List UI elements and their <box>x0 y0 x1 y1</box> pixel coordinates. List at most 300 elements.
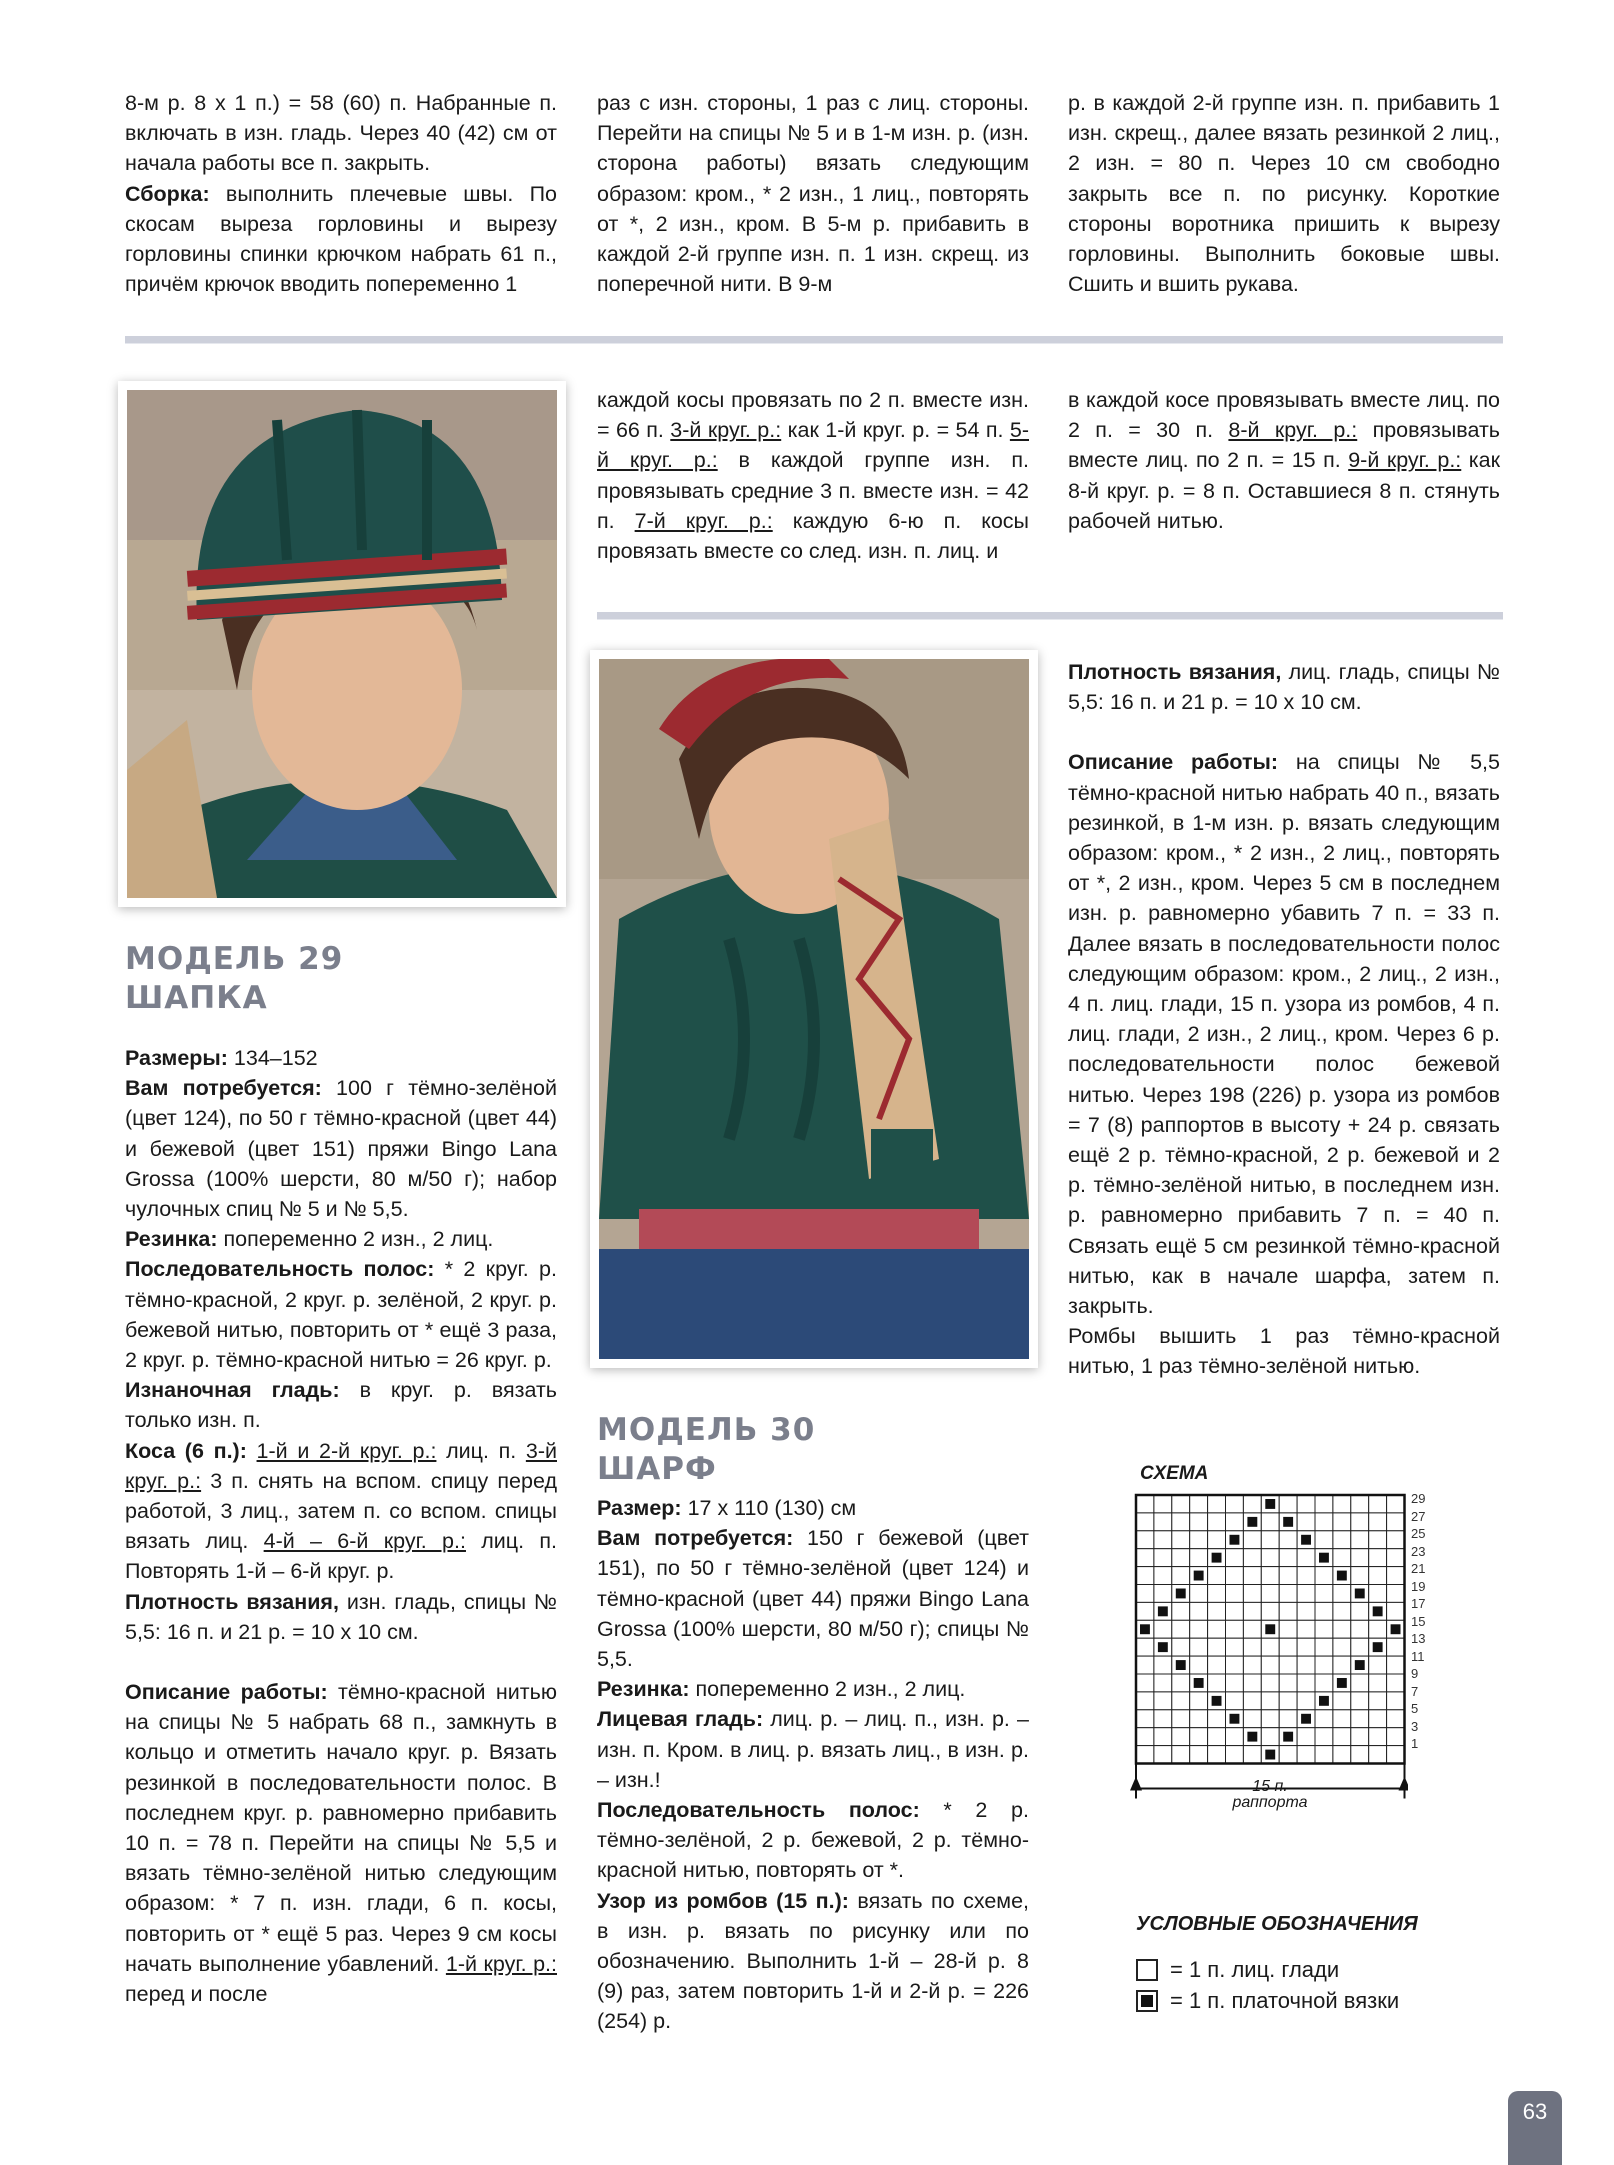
scheme-cell <box>1315 1674 1333 1692</box>
top-col-1 <box>125 88 557 299</box>
scheme-cell <box>1208 1567 1226 1585</box>
scheme-stitch-mark <box>1158 1642 1168 1652</box>
row-ref: 3-й круг. р.: <box>125 1438 557 1493</box>
scheme-stitch-mark <box>1247 1517 1257 1527</box>
paragraph <box>125 1043 557 1073</box>
scheme-row-number: 23 <box>1411 1543 1426 1559</box>
scheme-cell <box>1154 1656 1172 1674</box>
scheme-cell <box>1172 1549 1190 1567</box>
scheme-cell <box>1351 1638 1369 1656</box>
bold-term: Последовательность полос: <box>597 1798 920 1823</box>
top-col-3-text: р. в каждой 2-й группе изн. п. прибавить 1 изн. скрещ., далее вязать резинкой 2 лиц., 2 изн. = 80 п. Через 10 см свободно закрыть все п. по рисунку. Короткие стороны воротника пришить к вырезу горловины. Выполнить боковые швы. Сшить и вшить рукава. <box>1068 91 1500 297</box>
scheme-cell <box>1369 1728 1387 1746</box>
scheme-cell <box>1190 1602 1208 1620</box>
scheme-cell <box>1333 1692 1351 1710</box>
scheme-cell <box>1172 1674 1190 1692</box>
scheme-cell <box>1243 1602 1261 1620</box>
text-segment: перед и после <box>125 1982 268 2007</box>
scheme-cell <box>1154 1674 1172 1692</box>
scheme-cell <box>1226 1728 1244 1746</box>
scheme-cell <box>1172 1710 1190 1728</box>
scheme-cell <box>1351 1710 1369 1728</box>
text-segment: в каждой группе изн. п. провязывать средние 3 п. вместе изн. = 42 п. <box>597 448 1029 533</box>
scheme-cell <box>1243 1710 1261 1728</box>
scheme-cell <box>1261 1531 1279 1549</box>
scheme-cell <box>1136 1495 1154 1513</box>
text-segment: * 2 круг. р. тёмно-красной, 2 круг. р. зелёной, 2 круг. р. бежевой нитью, повторить от * ещё 3 раза, 2 круг. р. тёмно-красной нитью = 26 круг. р. <box>125 1257 557 1373</box>
scheme-cell <box>1333 1549 1351 1567</box>
scheme-cell <box>1261 1692 1279 1710</box>
mid-col-3 <box>1068 385 1500 536</box>
scheme-stitch-mark <box>1194 1678 1204 1688</box>
scheme-cell <box>1297 1602 1315 1620</box>
scheme-cell <box>1226 1692 1244 1710</box>
scheme-row-number: 9 <box>1411 1666 1419 1681</box>
text-segment: лиц. п. <box>436 1438 526 1463</box>
scheme-cell <box>1154 1549 1172 1567</box>
scheme-cell <box>1172 1620 1190 1638</box>
paragraph <box>1068 1321 1500 1381</box>
bold-term: Лицевая гладь: <box>597 1707 764 1732</box>
scheme-cell <box>1279 1692 1297 1710</box>
scheme-cell <box>1297 1728 1315 1746</box>
legend-item-knit-label: = 1 п. лиц. глади <box>1170 1957 1340 1982</box>
text-segment: вязать по схеме, в изн. р. вязать по рисунку или по обозначению. Выполнить 1-й – 28-й р. 8 (9) раз, затем повторить 1-й и 2-й р. = 226 (254) р. <box>597 1888 1029 2034</box>
scheme-cell <box>1387 1638 1405 1656</box>
scheme-stitch-mark <box>1158 1606 1168 1616</box>
scheme-cell <box>1279 1585 1297 1603</box>
model29-text <box>125 1043 557 2009</box>
scheme-cell <box>1351 1549 1369 1567</box>
scheme-cell <box>1261 1638 1279 1656</box>
scheme-cell <box>1208 1638 1226 1656</box>
scheme-cell <box>1351 1531 1369 1549</box>
scheme-cell <box>1136 1602 1154 1620</box>
paragraph <box>125 1224 557 1254</box>
scheme-cell <box>1261 1602 1279 1620</box>
text-segment: в круг. р. вязать только изн. п. <box>125 1378 558 1433</box>
photo-hat-image <box>127 390 557 898</box>
paragraph <box>597 1493 1029 1523</box>
scheme-title: СХЕМА <box>1140 1463 1209 1484</box>
photo-hat <box>118 381 566 907</box>
scheme-cell <box>1261 1585 1279 1603</box>
scheme-row-number: 19 <box>1411 1578 1426 1594</box>
scheme-cell <box>1279 1567 1297 1585</box>
scheme-cell <box>1226 1567 1244 1585</box>
scheme-cell <box>1351 1620 1369 1638</box>
scheme-cell <box>1315 1656 1333 1674</box>
scheme-cell <box>1190 1692 1208 1710</box>
scheme-cell <box>1136 1567 1154 1585</box>
paragraph <box>125 1073 557 1224</box>
scheme-stitch-mark <box>1373 1606 1383 1616</box>
scheme-cell <box>1333 1656 1351 1674</box>
scheme-cell <box>1208 1746 1226 1764</box>
text-segment: как 8-й круг. р. = 8 п. Оставшиеся 8 п. стянуть рабочей нитью. <box>1068 448 1500 533</box>
scheme-cell <box>1208 1620 1226 1638</box>
scheme-cell <box>1226 1585 1244 1603</box>
scheme-cell <box>1297 1674 1315 1692</box>
text-segment: как 1-й круг. р. = 54 п. <box>781 418 1010 443</box>
text-segment: 8-м р. 8 х 1 п.) = 58 (60) п. Набранные п. включать в изн. гладь. Через 40 (42) см от начала работы все п. закрыть. <box>125 91 557 176</box>
scheme-cell <box>1297 1656 1315 1674</box>
bold-term: Узор из ромбов (15 п.): <box>597 1888 849 1913</box>
bold-term: Вам потребуется: <box>597 1526 794 1551</box>
scheme-cell <box>1369 1531 1387 1549</box>
scheme-cell <box>1243 1620 1261 1638</box>
legend-filled-square-icon <box>1136 1990 1158 2012</box>
scheme-cell <box>1279 1710 1297 1728</box>
scheme-cell <box>1279 1602 1297 1620</box>
text-segment: 17 х 110 (130) см <box>681 1496 857 1520</box>
photo-scarf <box>590 650 1038 1368</box>
scheme-row-number: 29 <box>1411 1491 1426 1506</box>
scheme-stitch-mark <box>1194 1571 1204 1581</box>
scheme-cell <box>1315 1710 1333 1728</box>
scheme-cell <box>1261 1728 1279 1746</box>
scheme-cell <box>1190 1585 1208 1603</box>
scheme-cell <box>1315 1513 1333 1531</box>
scheme-cell <box>1154 1495 1172 1513</box>
scheme-cell <box>1154 1692 1172 1710</box>
text-segment: Ромбы вышить 1 раз тёмно-красной нитью, 1 раз тёмно-зелёной нитью. <box>1068 1324 1500 1379</box>
text-segment: каждую 6-ю п. косы провязать вместе со след. изн. п. лиц. и <box>597 508 1030 564</box>
text-segment: провязывать вместе лиц. по 2 п. = 15 п. <box>1068 418 1500 473</box>
scheme-cell <box>1297 1638 1315 1656</box>
scheme-cell <box>1387 1585 1405 1603</box>
scheme-cell <box>1333 1710 1351 1728</box>
scheme-cell <box>1351 1692 1369 1710</box>
legend-item-garter <box>1136 1988 1399 2014</box>
scheme-cell <box>1369 1674 1387 1692</box>
text-segment: 134–152 <box>227 1046 318 1070</box>
scheme-stitch-mark <box>1176 1660 1186 1670</box>
row-ref: 4-й – 6-й круг. р.: <box>263 1529 466 1554</box>
scheme-cell <box>1387 1602 1405 1620</box>
scheme-stitch-mark <box>1265 1750 1275 1760</box>
bold-term: Коса (6 п.): <box>125 1438 247 1463</box>
scheme-repeat-label-2: раппорта <box>1232 1794 1308 1811</box>
scheme-cell <box>1172 1728 1190 1746</box>
scheme-cell <box>1261 1567 1279 1585</box>
scheme-arrow-icon <box>1399 1777 1409 1791</box>
model30-subtitle: ШАРФ <box>597 1451 717 1487</box>
scheme-stitch-mark <box>1337 1678 1347 1688</box>
scheme-cell <box>1208 1585 1226 1603</box>
text-segment: лиц. п. Повторять 1-й – 6-й круг. р. <box>125 1529 557 1584</box>
scheme-cell <box>1387 1495 1405 1513</box>
scheme-cell <box>1315 1585 1333 1603</box>
scheme-cell <box>1279 1620 1297 1638</box>
scheme-cell <box>1333 1746 1351 1764</box>
paragraph-gap <box>1068 717 1500 747</box>
scheme-cell <box>1387 1513 1405 1531</box>
scheme-cell <box>1369 1620 1387 1638</box>
scheme-chart <box>1128 1489 1408 1809</box>
scheme-stitch-mark <box>1176 1589 1186 1599</box>
text-segment: попеременно 2 изн., 2 лиц. <box>217 1227 494 1252</box>
scheme-row-numbers <box>1411 1490 1425 1753</box>
scheme-cell <box>1226 1746 1244 1764</box>
scheme-cell <box>1297 1746 1315 1764</box>
bold-term: Резинка: <box>597 1677 690 1702</box>
bold-term: Изнаночная гладь: <box>125 1378 340 1403</box>
scheme-cell <box>1208 1728 1226 1746</box>
scheme-stitch-mark <box>1265 1499 1275 1509</box>
scheme-cell <box>1243 1638 1261 1656</box>
scheme-cell <box>1387 1692 1405 1710</box>
bold-term: Последовательность полос: <box>125 1257 435 1282</box>
scheme-cell <box>1297 1549 1315 1567</box>
scheme-row-number: 5 <box>1411 1701 1419 1716</box>
legend-empty-square-icon <box>1136 1959 1158 1981</box>
bold-term: Плотность вязания, <box>1068 660 1282 684</box>
scheme-cell <box>1351 1567 1369 1585</box>
scheme-cell <box>1297 1567 1315 1585</box>
scheme-cell <box>1351 1674 1369 1692</box>
top-col-3 <box>1068 88 1500 299</box>
scheme-cell <box>1243 1692 1261 1710</box>
scheme-cell <box>1369 1710 1387 1728</box>
text-segment: в каждой косе провязывать вместе лиц. по 2 п. = 30 п. <box>1068 388 1500 443</box>
scheme-cell <box>1279 1638 1297 1656</box>
scheme-cell <box>1315 1728 1333 1746</box>
scheme-cell <box>1279 1549 1297 1567</box>
scheme-cell <box>1315 1746 1333 1764</box>
model30-title: МОДЕЛЬ 30 <box>597 1412 816 1448</box>
scheme-arrow-icon <box>1130 1777 1142 1791</box>
scheme-stitch-mark <box>1247 1732 1257 1742</box>
top-col-2 <box>597 88 1029 299</box>
model30-text <box>597 1493 1029 2037</box>
scheme-cell <box>1208 1513 1226 1531</box>
scheme-cell <box>1351 1513 1369 1531</box>
scheme-cell <box>1315 1602 1333 1620</box>
scheme-cell <box>1387 1549 1405 1567</box>
scheme-cell <box>1315 1620 1333 1638</box>
scheme-cell <box>1369 1567 1387 1585</box>
scheme-cell <box>1315 1567 1333 1585</box>
row-ref: 1-й и 2-й круг. р.: <box>256 1438 437 1463</box>
scheme-stitch-mark <box>1212 1553 1222 1563</box>
scheme-cell <box>1208 1495 1226 1513</box>
top-col-2-text: раз с изн. стороны, 1 раз с лиц. стороны. Перейти на спицы № 5 и в 1-м изн. р. (изн. сторона работы) вязать следующим образом: кром., * 2 изн., 1 лиц., повторять от *, 2 изн., кром. В 5-м р. прибавить в каждой 2-й группе изн. п. 1 изн. скрещ. из поперечной нити. В 9-м <box>597 91 1029 297</box>
scheme-cell <box>1333 1728 1351 1746</box>
scheme-stitch-mark <box>1337 1571 1347 1581</box>
bold-term: Сборка: <box>125 181 210 206</box>
text-segment: выполнить плечевые швы. По скосам выреза горловины и вырезу горловины спинки крючком набрать 61 п., причём крючок вводить попеременно 1 <box>125 181 557 297</box>
scheme-cell <box>1154 1585 1172 1603</box>
paragraph <box>125 1254 557 1375</box>
scheme-cell <box>1261 1513 1279 1531</box>
paragraph <box>125 179 557 300</box>
paragraph <box>1068 385 1500 536</box>
text-segment: лиц. гладь, спицы № 5,5: 16 п. и 21 р. = 10 х 10 см. <box>1068 660 1500 715</box>
scheme-cell <box>1387 1674 1405 1692</box>
scheme-cell <box>1208 1674 1226 1692</box>
scheme-cell <box>1190 1620 1208 1638</box>
bold-term: Описание работы: <box>1068 750 1279 775</box>
scheme-cell <box>1387 1656 1405 1674</box>
scheme-stitch-mark <box>1283 1732 1293 1742</box>
scheme-cell <box>1136 1728 1154 1746</box>
scheme-stitch-mark <box>1319 1553 1329 1563</box>
scheme-cell <box>1172 1692 1190 1710</box>
text-segment: 150 г бежевой (цвет 151), по 50 г тёмно-зелёной (цвет 124) и тёмно-красной (цвет 44) пряжи Bingo Lana Grossa (100% шерсти, 80 м/50 г); спицы № 5,5. <box>597 1526 1029 1672</box>
scheme-cell <box>1190 1746 1208 1764</box>
scheme-cell <box>1136 1585 1154 1603</box>
scheme-cell <box>1261 1710 1279 1728</box>
scheme-cell <box>1136 1656 1154 1674</box>
paragraph <box>597 1704 1029 1795</box>
scheme-stitch-mark <box>1391 1624 1401 1634</box>
scheme-cell <box>1172 1495 1190 1513</box>
scheme-cell <box>1243 1746 1261 1764</box>
legend-title: УСЛОВНЫЕ ОБОЗНАЧЕНИЯ <box>1136 1913 1418 1935</box>
row-ref: 1-й круг. р.: <box>445 1951 557 1976</box>
scheme-cell <box>1226 1638 1244 1656</box>
scheme-cell <box>1369 1513 1387 1531</box>
scheme-repeat-label <box>1210 1779 1330 1811</box>
scheme-cell <box>1226 1549 1244 1567</box>
text-segment: каждой косы провязать по 2 п. вместе изн. = 66 п. <box>597 388 1029 443</box>
model29-subtitle: ШАПКА <box>125 980 268 1016</box>
scheme-cell <box>1172 1746 1190 1764</box>
scheme-stitch-mark <box>1265 1624 1275 1634</box>
text-segment: 100 г тёмно-зелёной (цвет 124), по 50 г тёмно-красной (цвет 44) и бежевой (цвет 151) пряжи Bingo Lana Grossa (100% шерсти, 80 м/50 г); набор чулочных спиц № 5 и № 5,5. <box>125 1076 557 1222</box>
text-segment: тёмно-красной нитью на спицы № 5 набрать 68 п., замкнуть в кольцо и отметить начало круг. р. Вязать резинкой в последовательности полос. В последнем круг. р. равномерно прибавить 10 п. = 78 п. Перейти на спицы № 5,5 и вязать тёмно-зелёной нитью следующим образом: * 7 п. изн. глади, 6 п. косы, повторить от * ещё 5 раз. Через 9 см косы начать выполнение убавлений. <box>125 1680 557 1976</box>
scheme-stitch-mark <box>1283 1517 1293 1527</box>
paragraph <box>597 1795 1029 1886</box>
scheme-cell <box>1154 1567 1172 1585</box>
scheme-cell <box>1387 1567 1405 1585</box>
scheme-cell <box>1208 1602 1226 1620</box>
row-ref: 3-й круг. р.: <box>670 418 782 443</box>
scheme-row-number: 15 <box>1411 1613 1426 1629</box>
scheme-cell <box>1243 1549 1261 1567</box>
bold-term: Размеры: <box>125 1046 228 1070</box>
paragraph <box>125 1677 557 2009</box>
scheme-cell <box>1279 1746 1297 1764</box>
scheme-cell <box>1172 1513 1190 1531</box>
scheme-row-number: 11 <box>1411 1648 1425 1664</box>
scheme-cell <box>1243 1585 1261 1603</box>
scheme-cell <box>1387 1710 1405 1728</box>
scheme-stitch-mark <box>1355 1660 1365 1670</box>
scheme-cell <box>1315 1531 1333 1549</box>
scheme-cell <box>1190 1549 1208 1567</box>
scheme-cell <box>1387 1746 1405 1764</box>
bold-term: Размер: <box>597 1496 682 1520</box>
scheme-cell <box>1369 1746 1387 1764</box>
text-segment: попеременно 2 изн., 2 лиц. <box>689 1677 966 1702</box>
scheme-cell <box>1136 1513 1154 1531</box>
photo-scarf-image <box>599 659 1029 1359</box>
paragraph <box>597 385 1029 566</box>
paragraph <box>1068 657 1500 717</box>
scheme-cell <box>1136 1674 1154 1692</box>
text-segment: * 2 р. тёмно-зелёной, 2 р. бежевой, 2 р. тёмно-красной нитью, повторять от *. <box>597 1798 1029 1883</box>
scheme-cell <box>1154 1746 1172 1764</box>
scheme-cell <box>1154 1531 1172 1549</box>
scheme-cell <box>1297 1495 1315 1513</box>
row-ref: 9-й круг. р.: <box>1348 448 1462 473</box>
scheme-row-number: 27 <box>1411 1508 1426 1524</box>
scheme-repeat-label-1: 15 п. <box>1252 1778 1288 1795</box>
paragraph <box>125 1587 557 1647</box>
scheme-cell <box>1369 1656 1387 1674</box>
paragraph <box>597 1523 1029 1674</box>
scheme-cell <box>1369 1549 1387 1567</box>
scheme-cell <box>1190 1495 1208 1513</box>
scheme-cell <box>1136 1692 1154 1710</box>
scheme-cell <box>1208 1656 1226 1674</box>
legend-item-garter-label: = 1 п. платочной вязки <box>1170 1988 1400 2013</box>
paragraph <box>1068 747 1500 1321</box>
scheme-row-number: 25 <box>1411 1526 1426 1541</box>
scheme-stitch-mark <box>1140 1624 1150 1634</box>
scheme-cell <box>1351 1495 1369 1513</box>
scheme-cell <box>1190 1513 1208 1531</box>
scheme-cell <box>1333 1495 1351 1513</box>
scheme-stitch-mark <box>1319 1696 1329 1706</box>
text-segment: на спицы № 5,5 тёмно-красной нитью набрать 40 п., вязать резинкой, в 1-м изн. р. вязать следующим образом: кром., * 2 изн., 2 лиц., повторять от *, 2 изн., кром. Через 5 см в последнем изн. р. равномерно убавить 7 п. = 33 п. Далее вязать в последовательности полос следующим образом: кром., 2 лиц., 2 изн., 4 п. лиц. глади, 15 п. узора из ромбов, 4 п. лиц. глади, 2 изн., 2 лиц., кром. Через 6 р. последовательности полос бежевой нитью. Через 198 (226) р. узора из ромбов = 7 (8) раппортов в высоту + 24 р. связать ещё 2 р. тёмно-красной, 2 р. бежевой и 2 р. тёмно-зелёной нитью, в последнем изн. р. равномерно прибавить 7 п. = 40 п. Связать ещё 5 см резинкой тёмно-красной нитью, как в начале шарфа, затем п. закрыть. <box>1068 750 1500 1319</box>
scheme-cell <box>1315 1638 1333 1656</box>
scheme-cell <box>1333 1531 1351 1549</box>
scheme-cell <box>1261 1656 1279 1674</box>
bold-term: Резинка: <box>125 1227 218 1252</box>
scheme-cell <box>1172 1567 1190 1585</box>
scheme-cell <box>1333 1585 1351 1603</box>
scheme-cell <box>1172 1531 1190 1549</box>
scheme-cell <box>1226 1674 1244 1692</box>
bold-term: Плотность вязания, <box>125 1589 339 1614</box>
scheme-cell <box>1190 1656 1208 1674</box>
scheme-stitch-mark <box>1212 1696 1222 1706</box>
scheme-cell <box>1369 1692 1387 1710</box>
bold-term: Вам потребуется: <box>125 1076 322 1101</box>
scheme-cell <box>1297 1620 1315 1638</box>
scheme-cell <box>1136 1531 1154 1549</box>
scheme-row-number: 13 <box>1411 1631 1426 1646</box>
scheme-cell <box>1226 1513 1244 1531</box>
paragraph <box>125 1375 557 1435</box>
scheme-cell <box>1297 1513 1315 1531</box>
bold-term: Описание работы: <box>125 1680 328 1705</box>
scheme-cell <box>1208 1531 1226 1549</box>
scheme-cell <box>1261 1549 1279 1567</box>
paragraph <box>597 1886 1029 2037</box>
row-ref: 7-й круг. р.: <box>634 508 773 533</box>
scheme-cell <box>1279 1674 1297 1692</box>
legend-item-knit <box>1136 1957 1339 1983</box>
scheme-stitch-mark <box>1301 1535 1311 1545</box>
model30-right-text <box>1068 657 1500 1382</box>
text-segment: изн. гладь, спицы № 5,5: 16 п. и 21 р. = 10 х 10 см. <box>125 1589 557 1644</box>
scheme-cell <box>1369 1495 1387 1513</box>
scheme-cell <box>1351 1728 1369 1746</box>
scheme-cell <box>1279 1495 1297 1513</box>
scheme-cell <box>1333 1602 1351 1620</box>
text-segment <box>247 1439 257 1463</box>
scheme-cell <box>1190 1638 1208 1656</box>
scheme-cell <box>1261 1674 1279 1692</box>
scheme-cell <box>1243 1495 1261 1513</box>
scheme-cell <box>1351 1746 1369 1764</box>
divider-mid <box>597 612 1503 620</box>
scheme-cell <box>1154 1710 1172 1728</box>
